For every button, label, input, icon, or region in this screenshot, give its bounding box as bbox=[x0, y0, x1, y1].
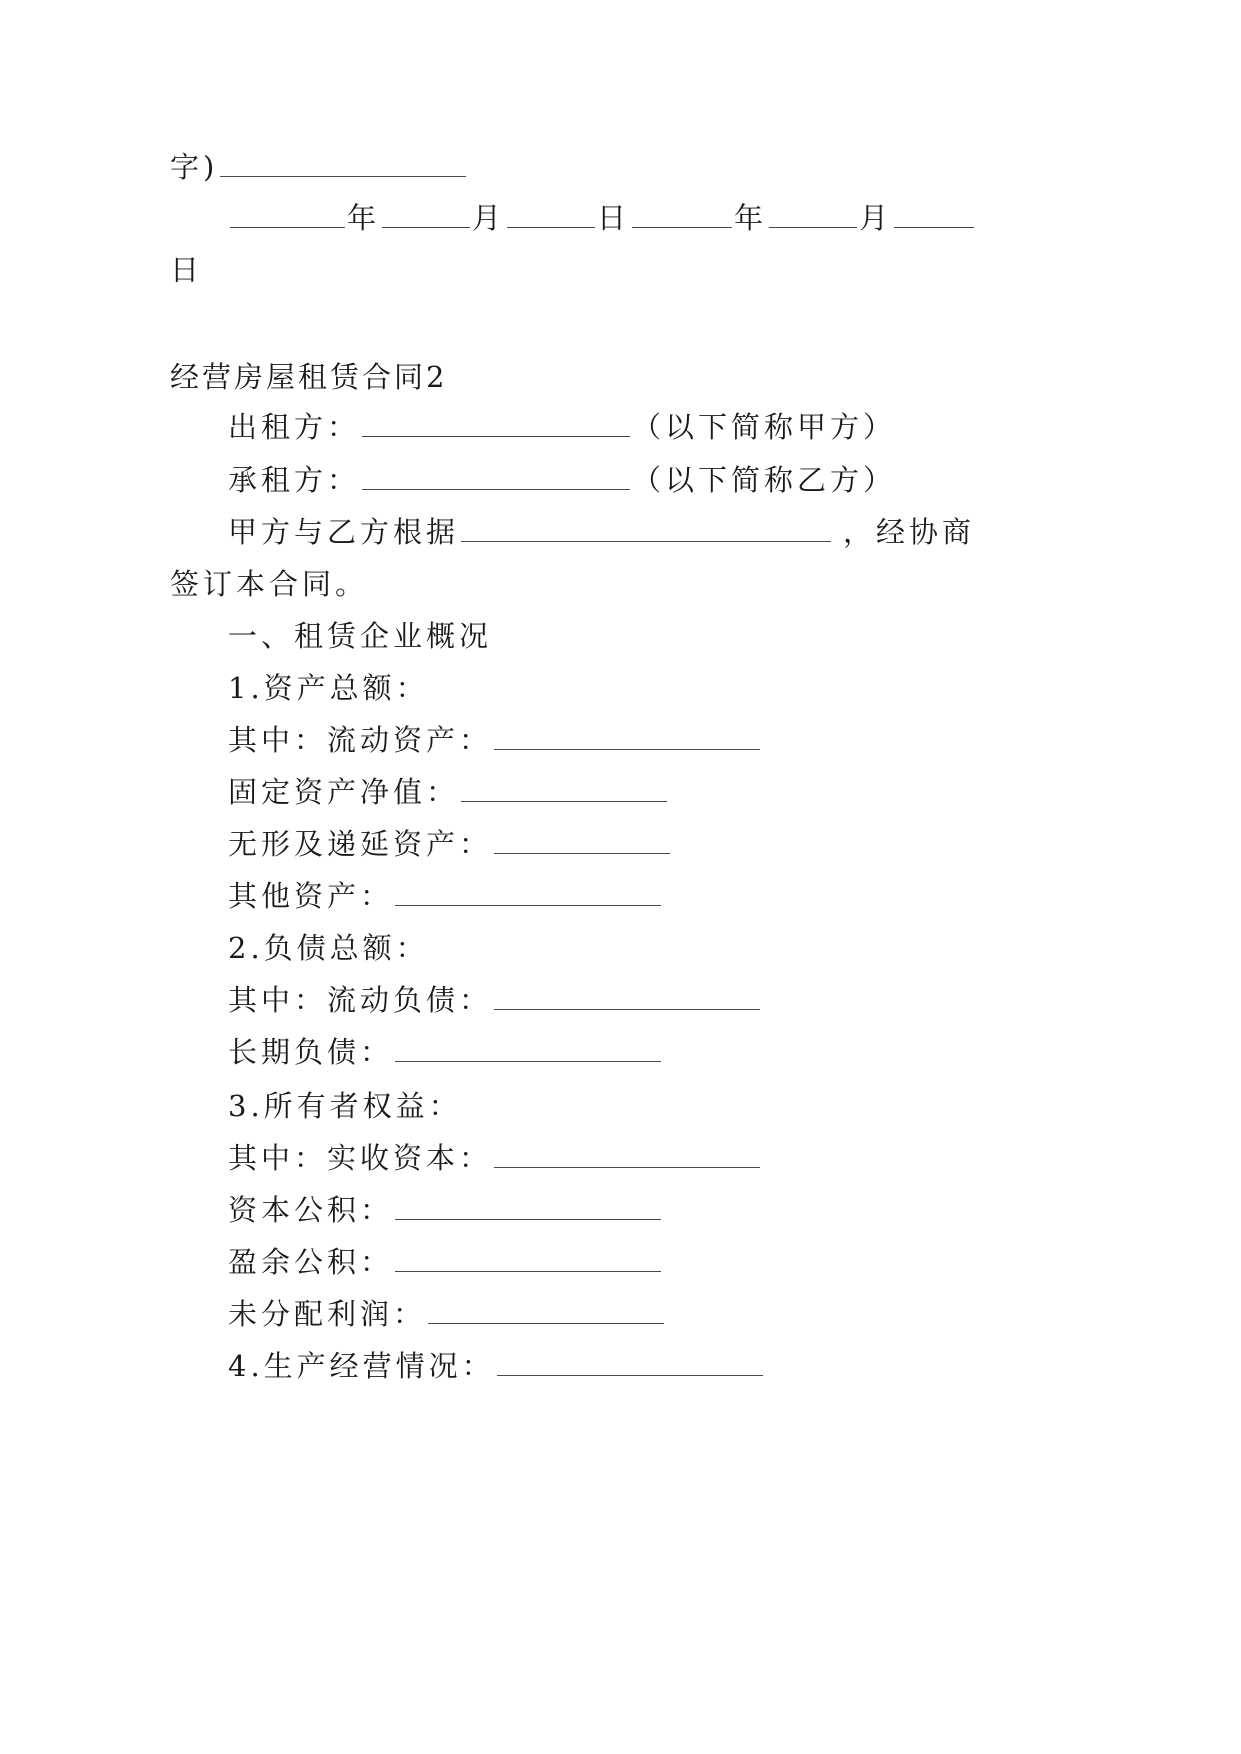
surplus-reserve-label: 盈余公积： bbox=[228, 1245, 394, 1279]
paid-in-capital-blank[interactable] bbox=[494, 1141, 760, 1168]
long-term-liabilities-line bbox=[228, 1032, 663, 1072]
fixed-assets-blank[interactable] bbox=[461, 775, 667, 802]
undistributed-profit-line bbox=[228, 1294, 666, 1334]
day-2-blank[interactable] bbox=[894, 201, 974, 228]
signature-line bbox=[170, 147, 468, 187]
fixed-assets-label: 固定资产净值： bbox=[228, 775, 460, 809]
lessee-line bbox=[228, 460, 896, 500]
basis-prefix: 甲方与乙方根据 bbox=[228, 515, 460, 549]
day-2-label: 日 bbox=[170, 253, 204, 287]
year-1-blank[interactable] bbox=[230, 201, 345, 228]
other-assets-label: 其他资产： bbox=[228, 879, 394, 913]
month-2-blank[interactable] bbox=[769, 201, 857, 228]
lessor-blank[interactable] bbox=[362, 410, 630, 437]
basis-blank[interactable] bbox=[461, 515, 831, 542]
lessee-blank[interactable] bbox=[362, 463, 630, 490]
month-1-blank[interactable] bbox=[382, 201, 470, 228]
current-liabilities-label: 其中：流动负债： bbox=[228, 983, 493, 1017]
intangible-assets-label: 无形及递延资产： bbox=[228, 827, 493, 861]
current-liabilities-line bbox=[228, 980, 762, 1020]
lessor-note: （以下简称甲方） bbox=[632, 410, 897, 444]
date-range-wrap bbox=[170, 250, 203, 290]
item-1-total-assets: 1.资产总额： bbox=[228, 671, 429, 705]
basis-line bbox=[228, 512, 975, 552]
intangible-assets-blank[interactable] bbox=[494, 827, 670, 854]
current-assets-label: 其中：流动资产： bbox=[228, 723, 493, 757]
basis-suffix: ，经协商 bbox=[843, 515, 976, 549]
basis-wrap-line: 签订本合同。 bbox=[170, 567, 369, 601]
production-operation-line bbox=[228, 1346, 765, 1386]
month-2-label: 月 bbox=[859, 201, 893, 235]
section-1-heading: 一、租赁企业概况 bbox=[228, 619, 493, 653]
item-3-owners-equity: 3.所有者权益： bbox=[228, 1089, 462, 1123]
fixed-assets-line bbox=[228, 772, 669, 812]
year-2-blank[interactable] bbox=[632, 201, 732, 228]
paid-in-capital-label: 其中：实收资本： bbox=[228, 1141, 493, 1175]
other-assets-line bbox=[228, 876, 663, 916]
undistributed-profit-label: 未分配利润： bbox=[228, 1297, 427, 1331]
day-1-label: 日 bbox=[597, 201, 631, 235]
capital-reserve-line bbox=[228, 1190, 663, 1230]
capital-reserve-label: 资本公积： bbox=[228, 1193, 394, 1227]
signature-prefix: 字) bbox=[170, 150, 219, 184]
current-assets-line bbox=[228, 720, 762, 760]
other-assets-blank[interactable] bbox=[395, 879, 661, 906]
current-assets-blank[interactable] bbox=[494, 723, 760, 750]
intangible-assets-line bbox=[228, 824, 672, 864]
year-1-label: 年 bbox=[347, 201, 381, 235]
contract-title: 经营房屋租赁合同2 bbox=[170, 360, 448, 394]
current-liabilities-blank[interactable] bbox=[494, 983, 760, 1010]
production-operation-blank[interactable] bbox=[497, 1349, 763, 1376]
surplus-reserve-line bbox=[228, 1242, 663, 1282]
year-2-label: 年 bbox=[734, 201, 768, 235]
lessor-label: 出租方： bbox=[228, 410, 361, 444]
lessee-label: 承租方： bbox=[228, 463, 361, 497]
signature-blank[interactable] bbox=[220, 150, 466, 177]
undistributed-profit-blank[interactable] bbox=[428, 1297, 664, 1324]
capital-reserve-blank[interactable] bbox=[395, 1193, 661, 1220]
lessee-note: （以下简称乙方） bbox=[632, 463, 897, 497]
production-operation-label: 4.生产经营情况： bbox=[228, 1349, 495, 1383]
long-term-liabilities-blank[interactable] bbox=[395, 1035, 661, 1062]
month-1-label: 月 bbox=[472, 201, 506, 235]
item-2-total-liabilities: 2.负债总额： bbox=[228, 931, 429, 965]
day-1-blank[interactable] bbox=[507, 201, 595, 228]
date-range-line bbox=[228, 198, 976, 238]
lessor-line bbox=[228, 407, 896, 447]
surplus-reserve-blank[interactable] bbox=[395, 1245, 661, 1272]
long-term-liabilities-label: 长期负债： bbox=[228, 1035, 394, 1069]
paid-in-capital-line bbox=[228, 1138, 762, 1178]
